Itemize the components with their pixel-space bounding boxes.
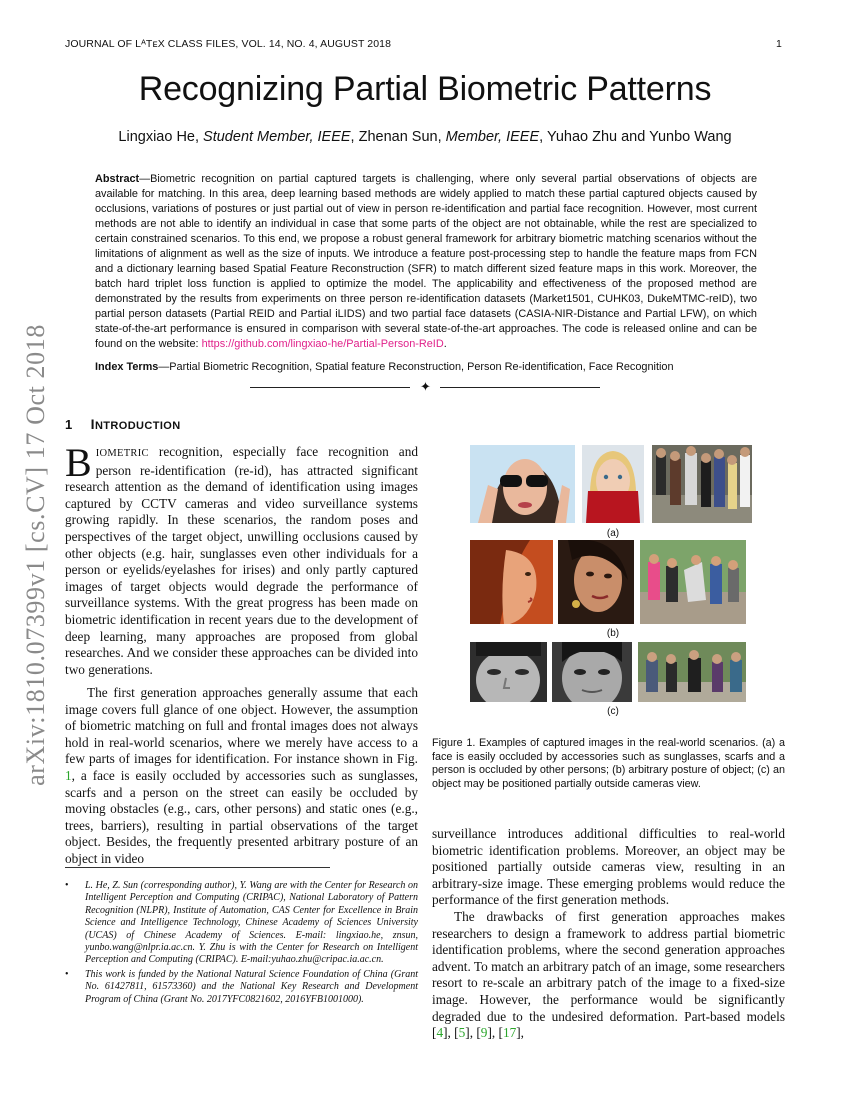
divider-line-right [440,387,600,388]
footnote-affiliations [65,880,418,967]
smallcaps-word: IOMETRIC [95,448,149,459]
footnote-funding [65,969,418,1006]
photo-woman-tilted [558,540,634,624]
bullet-icon: • [65,880,69,891]
subfigure-label-b: (b) [606,628,620,639]
section-initial: I [90,416,95,432]
citation-17[interactable]: 17 [502,1025,517,1041]
intro-paragraph-1 [65,440,418,678]
bullet-icon: • [65,968,69,980]
abstract-label: Abstract [95,173,140,185]
abstract [95,172,757,352]
citation-separator: ], [ [487,1025,503,1041]
right-paragraph-2-text: The drawbacks of first generation approaches makes researchers to design a framework to address partial biometric identification problems, where the second generation approaches advent. To match an arbitrary patch of an image, some researchers resort to re-scale an arbitrary patch of the image to a fixed-size image. However, the performance would be significantly degraded due to the undesired deformation. Part-based models [ [432,909,785,1041]
right-paragraph-2 [432,909,785,1042]
citation-5[interactable]: 5 [458,1025,466,1041]
footnote-text: L. He, Z. Sun (corresponding author), Y. Wang are with the Center for Research on Intelligent Perception and Computing (CRIPAC), National Laboratory of Pattern Recognition (NLPR), Institute of Automation, CAS Center for Excellence in Brain Science and Intelligence Technology, Chinese Academy of Sciences University (UCAS) of Chinese Academy of Sciences. E-mail: lingxiao.he, znsun, yunbo.wang@nlpr.ia.ac.cn. Y. Zhu is with the Center for Research on Intelligent Perception and Computing (CRIPAC). E-mail:yuhao.zhu@cripac.ia.ac.cn. [85,880,418,966]
citation-separator: ], [ [443,1025,459,1041]
intro-paragraph-1-text: recognition, especially face recognition and person re-identification (re-id), has attracted significant research attention as the demand of identification using images captured by CCTV cameras and video surveillance systems growing rapidly. In these scenarios, the random poses and perspectives of the target object, unwilling occlusions caused by other objects (e.g. hair, sunglasses even other individuals for a person or eyelids/eyelashes for irises) and only partly captured images of target objects would degrade the performance of surveillance systems. With the great progress has been made on biometric identification in recent years due to the development of deep learning, many approaches are proposed from global researches. And we consider these approaches can be divided into two generations. [65,444,418,677]
abstract-text: —Biometric recognition on partial captured targets is challenging, where only several partial observations of objects are available for matching. In this area, deep learning based methods are widely applied to match these partial captured objects caused by occlusions, variations of postures or just partial out of view in person re-identification and partial face recognition. However, most current methods are not able to identify an individual in case that some parts of the object are not obtainable, while the rest are specialized to certain constrained scenarios. To this end, we propose a robust general framework for arbitrary biometric matching scenarios without the limitations of alignment as well as the size of inputs. We introduce a feature post-processing step to handle the feature maps from FCN and a dictionary learning based Spatial Feature Reconstruction (SFR) to match different sized feature maps in this work. Moreover, the batch hard triplet loss function is applied to optimize the model. The applicability and effectiveness of the proposed method are demonstrated by the results from experiments on three person re-identification datasets (Market1501, CUHK03, DukeMTMC-reID), two partial person datasets (Partial REID and Partial iLIDS) and two partial face datasets (CASIA-NIR-Distance and Partial LFW), on which state-of-the-art performance is ensured in comparison with several state-of-the-art approaches. The code is released online and can be found on the website: [95,173,757,350]
intro-paragraph-2-text-a: The first generation approaches generally assume that each image covers full glance of one object. However, the assumption of biometric matching on full and frontal images does not always hold in real-world scenarios, where we merely have access to a few parts of images for identification. For instance shown in Fig. [65,685,418,767]
author-list [65,129,785,145]
section-title-rest: NTRODUCTION [94,420,181,432]
index-terms-text: —Partial Biometric Recognition, Spatial feature Reconstruction, Person Re-identification, Face Recognition [158,361,674,373]
arxiv-stamp [6,295,66,815]
subfigure-label-c: (c) [607,706,619,717]
index-terms [95,361,757,373]
index-terms-label: Index Terms [95,361,159,373]
paper-title: Recognizing Partial Biometric Patterns [138,70,712,108]
right-paragraph-1: surveillance introduces additional difficulties to real-world biometric identification problems. Moreover, an object may be positioned partially outside cameras view, resulting in an arbitrary-size image. These emerging problems would reduce the performance of the first generation methods. [432,826,785,908]
code-link[interactable]: https://github.com/lingxiao-he/Partial-Person-ReID [201,338,444,350]
footnote-rule [65,867,330,868]
intro-paragraph-2 [65,685,418,868]
section-divider [250,380,600,394]
author-1: Lingxiao He, [118,129,204,145]
figure-1 [432,440,785,740]
footnote-text: This work is funded by the National Natural Science Foundation of China (Grant No. 61427811, 61573360) and the National Key Research and Development Program of China (Grant No. 2017YFC0821602, 2016YFB1001000). [85,968,418,1005]
photo-people-fighting [640,540,746,624]
running-header: JOURNAL OF LᴬTᴇX CLASS FILES, VOL. 14, NO. 4, AUGUST 2018 [65,38,392,50]
figure-caption: Figure 1. Examples of captured images in the real-world scenarios. (a) a face is easily occluded by accessories such as sunglasses, scarfs and a person is occluded by other persons; (b) arbitrary posture of object; (c) an object may be positioned partially outside cameras view. [432,737,785,790]
drop-cap: B [65,440,92,485]
photo-woman-profile [470,540,553,624]
divider-diamond-icon: ✦ [420,379,431,394]
page-number: 1 [776,38,782,50]
citation-separator: ], [ [465,1025,481,1041]
divider-line-left [250,387,410,388]
section-heading [65,416,181,432]
footnotes [65,880,418,1008]
photo-nir-face-2 [552,642,632,702]
intro-paragraph-2-text-b: , a face is easily occluded by accessories such as sunglasses, scarfs and a person on the street can easily be occluded by moving obstacles (e.g., cars, other persons) and static ones (e.g., trees, barriers), resulting in partial observations of the target object. Besides, the frequently presented arbitrary posture of an object in video [65,767,418,866]
author-2: , Zhenan Sun, [350,129,446,145]
figure-reference[interactable]: 1 [65,767,72,783]
arxiv-stamp-text: arXiv:1810.07399v1 [cs.CV] 17 Oct 2018 [21,324,50,786]
photo-woman-scarf [582,445,644,523]
citation-9[interactable]: 9 [480,1025,488,1041]
author-1-role: Student Member, IEEE [203,129,351,145]
author-2-role: Member, IEEE [445,129,540,145]
section-number: 1 [65,417,73,432]
subfigure-label-a: (a) [606,528,620,539]
photo-people-walking [638,642,746,702]
photo-nir-face-1 [470,642,547,702]
citation-4[interactable]: 4 [436,1025,444,1041]
abstract-end: . [443,338,447,350]
photo-woman-sunglasses [470,445,575,523]
author-3: , Yuhao Zhu and Yunbo Wang [539,129,732,145]
citation-end: ], [516,1025,525,1041]
photo-crowd-street [652,445,752,523]
